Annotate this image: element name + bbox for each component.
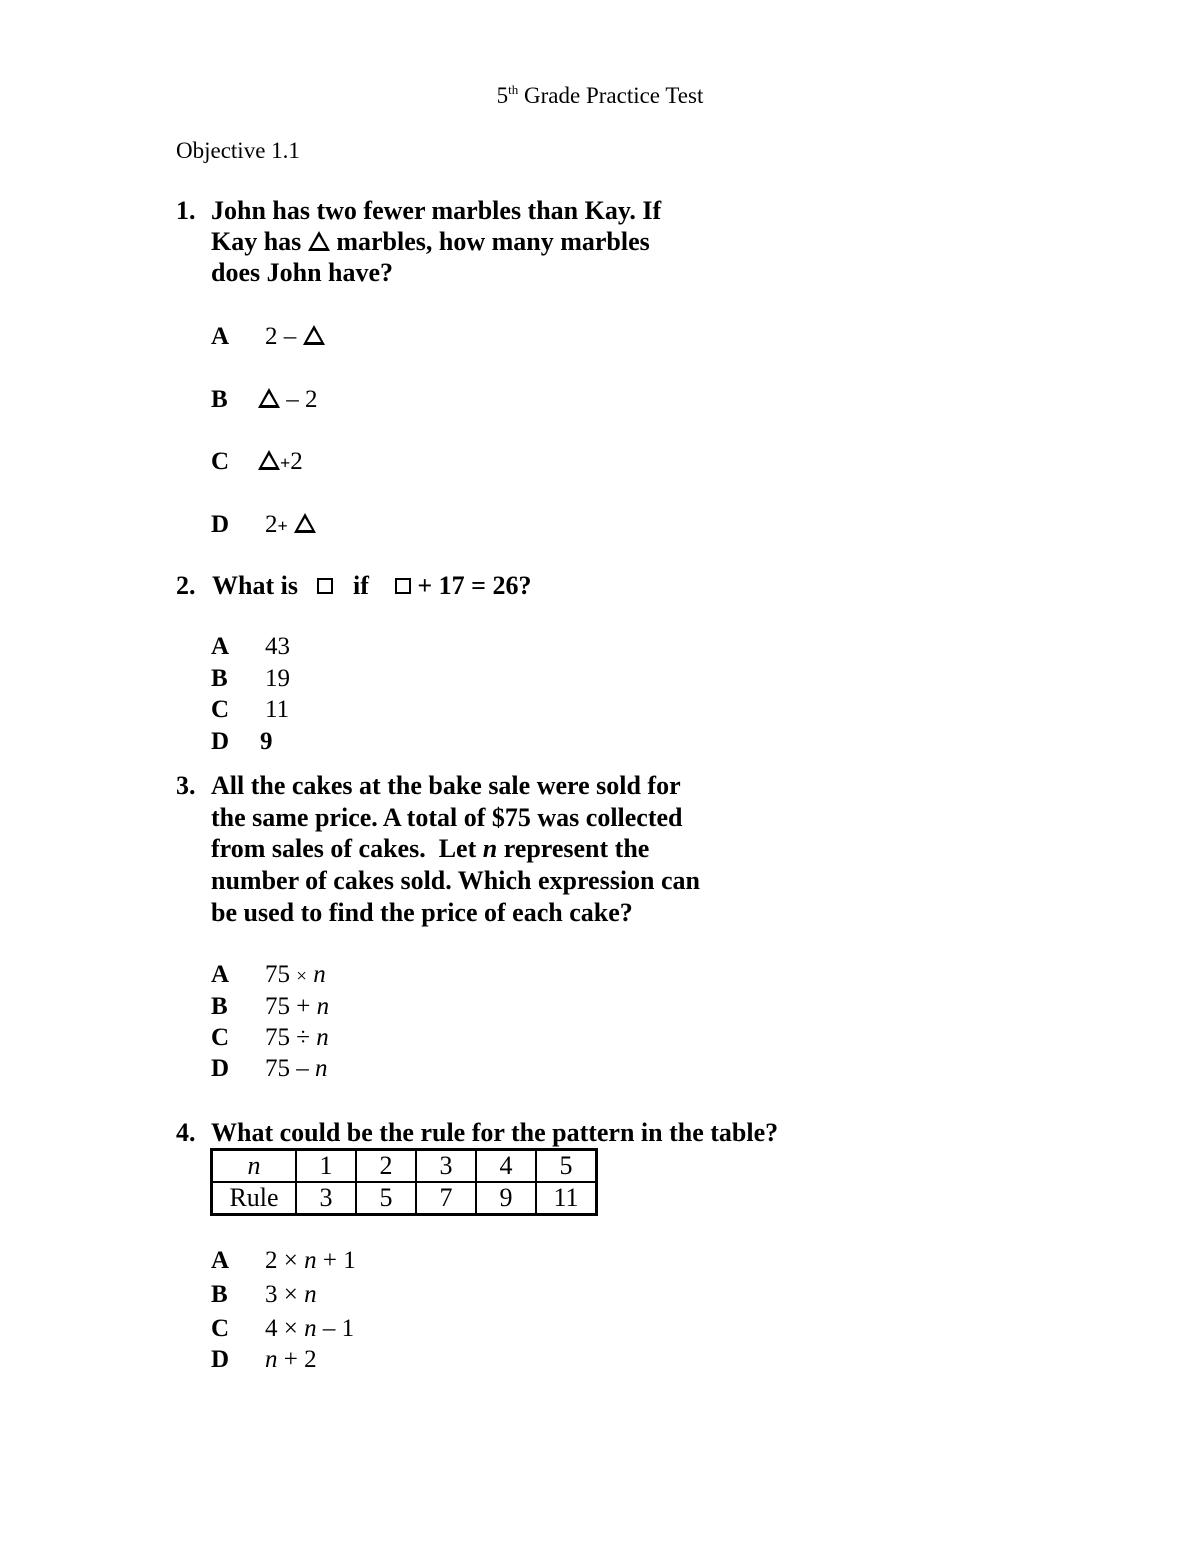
title-number: 5 — [496, 83, 509, 108]
table-cell: n — [212, 1150, 297, 1183]
q2-option-a-letter[interactable]: A — [211, 633, 230, 660]
expression-suffix: – 1 — [322, 1315, 355, 1342]
table-row — [212, 1182, 597, 1215]
question-3-line-4: number of cakes sold. Which expression can — [211, 866, 701, 895]
variable-n: n — [265, 1346, 278, 1373]
question-4-text: What could be the rule for the pattern in the table? — [211, 1118, 779, 1147]
number: 75 — [265, 961, 290, 988]
question-2-text — [212, 571, 532, 601]
question-2-text-c: + 17 = 26? — [417, 571, 532, 600]
table-cell: 9 — [476, 1182, 536, 1215]
q3-option-a-letter[interactable]: A — [211, 961, 230, 988]
q3-option-b-text[interactable] — [265, 993, 329, 1021]
q1-option-c-text[interactable] — [258, 448, 303, 476]
q1-option-a-text[interactable] — [265, 323, 325, 351]
q1-option-b-post: – 2 — [286, 386, 318, 413]
operator: – — [296, 1055, 309, 1082]
table-cell: 5 — [356, 1182, 416, 1215]
table-row — [212, 1150, 597, 1183]
triangle-icon — [258, 450, 280, 470]
pattern-table — [210, 1148, 598, 1216]
q3-option-b-letter[interactable]: B — [211, 993, 228, 1020]
table-cell: 2 — [356, 1150, 416, 1183]
question-3-line-2: the same price. A total of $75 was collected — [211, 803, 683, 832]
variable-n: n — [316, 993, 330, 1020]
triangle-icon — [308, 231, 330, 251]
question-1-line-3: does John have? — [211, 258, 394, 287]
q1-option-b-letter[interactable]: B — [211, 386, 228, 413]
table-cell: Rule — [212, 1182, 297, 1215]
q1-option-d-letter[interactable]: D — [211, 511, 230, 538]
expression-suffix: + 1 — [322, 1247, 356, 1274]
objective-label: Objective 1.1 — [176, 138, 300, 163]
plus-sign: + — [280, 453, 291, 473]
question-3-line-3 — [211, 834, 649, 864]
operator: ÷ — [296, 1024, 310, 1051]
triangle-icon — [303, 325, 325, 345]
operator: + — [296, 993, 311, 1020]
q1-option-d-text[interactable] — [265, 511, 316, 539]
q4-option-c-letter[interactable]: C — [211, 1315, 230, 1342]
q2-option-d-letter[interactable]: D — [211, 728, 230, 755]
question-1-line-1: John has two fewer marbles than Kay. If — [211, 196, 662, 225]
expression-prefix: 2 × — [265, 1247, 298, 1274]
number: 75 — [265, 1024, 290, 1051]
q3-option-d-letter[interactable]: D — [211, 1055, 230, 1082]
variable-n: n — [316, 1024, 329, 1051]
question-2-text-a: What is — [212, 571, 298, 600]
square-icon — [317, 578, 333, 594]
question-2-text-b: if — [352, 571, 369, 600]
table-cell: 4 — [476, 1150, 536, 1183]
variable-n: n — [313, 961, 326, 988]
variable-n: n — [304, 1247, 317, 1274]
q2-option-c-text[interactable]: 11 — [265, 696, 290, 723]
table-cell: 3 — [416, 1150, 476, 1183]
page-title — [0, 82, 1200, 109]
q1-option-c-post: 2 — [290, 448, 303, 475]
table-cell: 7 — [416, 1182, 476, 1215]
expression-suffix: + 2 — [283, 1346, 317, 1373]
question-1-text-b: marbles, how many marbles — [336, 227, 650, 256]
title-text: Grade Practice Test — [518, 83, 704, 108]
title-superscript: th — [508, 82, 519, 97]
q4-option-b-text[interactable] — [265, 1281, 317, 1309]
table-cell: 3 — [296, 1182, 356, 1215]
variable-n: n — [304, 1281, 317, 1308]
variable-n: n — [304, 1315, 317, 1342]
table-cell: 11 — [536, 1182, 597, 1215]
question-1-line-2 — [211, 227, 650, 257]
question-3-number: 3. — [176, 771, 196, 800]
triangle-icon — [258, 388, 280, 408]
variable-n: n — [315, 1055, 328, 1082]
question-3-text-b: represent the — [503, 834, 650, 863]
q4-option-c-text[interactable] — [265, 1315, 354, 1343]
number: 75 — [265, 1055, 290, 1082]
question-1-text-a: Kay has — [211, 227, 302, 256]
q3-option-d-text[interactable] — [265, 1055, 328, 1083]
q3-option-c-letter[interactable]: C — [211, 1024, 230, 1051]
q4-option-a-letter[interactable]: A — [211, 1247, 230, 1274]
table-cell: 5 — [536, 1150, 597, 1183]
q1-option-b-text[interactable] — [258, 386, 318, 414]
q1-option-a-pre: 2 – — [265, 323, 297, 350]
operator: × — [296, 966, 307, 987]
expression-prefix: 3 × — [265, 1281, 298, 1308]
q2-option-b-text[interactable]: 19 — [265, 665, 290, 692]
question-3-line-5: be used to find the price of each cake? — [211, 898, 633, 927]
table-cell: 1 — [296, 1150, 356, 1183]
variable-n: n — [482, 834, 498, 863]
q1-option-d-pre: 2 — [265, 511, 278, 538]
number: 75 — [265, 993, 290, 1020]
q2-option-a-text[interactable]: 43 — [265, 633, 290, 660]
q4-option-a-text[interactable] — [265, 1247, 356, 1275]
question-4-number: 4. — [176, 1118, 196, 1147]
expression-prefix: 4 × — [265, 1315, 298, 1342]
plus-sign: + — [277, 516, 288, 536]
q4-option-d-letter[interactable]: D — [211, 1346, 230, 1373]
q1-option-a-letter[interactable]: A — [211, 323, 230, 350]
q2-option-b-letter[interactable]: B — [211, 665, 228, 692]
q2-option-c-letter[interactable]: C — [211, 696, 230, 723]
q2-option-d-text[interactable]: 9 — [260, 728, 273, 755]
question-2-number: 2. — [176, 571, 196, 600]
q3-option-c-text[interactable] — [265, 1024, 329, 1052]
question-3-line-1: All the cakes at the bake sale were sold for — [211, 771, 681, 800]
square-icon — [395, 578, 411, 594]
q4-option-b-letter[interactable]: B — [211, 1281, 228, 1308]
q1-option-c-letter[interactable]: C — [211, 448, 230, 475]
triangle-icon — [294, 513, 316, 533]
question-3-text-a: from sales of cakes. Let — [211, 834, 477, 863]
q3-option-a-text[interactable] — [265, 961, 326, 989]
question-1-number: 1. — [176, 196, 196, 225]
q4-option-d-text[interactable] — [265, 1346, 317, 1374]
